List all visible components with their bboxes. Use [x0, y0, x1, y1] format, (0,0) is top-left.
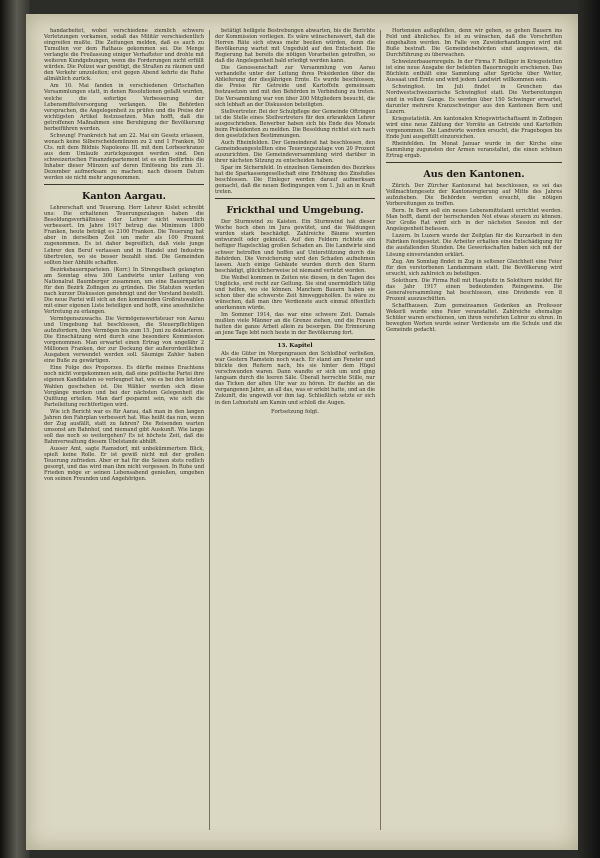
section-rule — [44, 184, 204, 185]
section-rule — [215, 339, 375, 340]
article-paragraph: Im Sommer 1914, das war eine schwere Zeit. Damals mußten viele Männer an die Grenze ziehen, und die Frauen hatten die ganze Arbeit allein zu besorgen. Die Erinnerung an jene Tage lebt noch heute in der Bevölkerung fort. — [215, 311, 375, 337]
article-paragraph: Schwung! Frankreich hat am 22. Mai ein Gesetz erlassen, wonach keine Silberscheidemünzen zu 2 und 1 Franken, 50 Cts. mit dem Bildnis Napoleons III. mit dem Lorbeerkranze aus dem Umlaufe zurückgezogen werden sind. Den schweizerischen Finanzdepartement ist es ein Bedürfnis die Inhaber dieser Münzen auf deren Einlösung bis zum 31. Dezember aufmerksam zu machen; nach diesem Datum werden sie nicht mehr angenommen. — [44, 132, 204, 182]
section-rule — [215, 198, 375, 199]
continuation-note: Fortsetzung folgt. — [271, 408, 319, 415]
section-heading-frickthal: Frickthal und Umgebung. — [226, 205, 364, 217]
article-paragraph: Hortensien außupfellen, denn wir gehen, so gehen Bauern ins Feld und ähnliches. Es ist zu wünschen, daß die Vorschriften eingehalten werden. Im Falle von Zuwiderhandlungen wird mit Buße bestraft. Die Gemeindebehörden sind angewiesen, die Durchführung zu überwachen. — [386, 28, 562, 59]
chapter-heading: 13. Kapitel — [277, 343, 313, 350]
newspaper-page — [26, 14, 578, 850]
column-middle — [215, 28, 375, 415]
article-paragraph: Die Weibel kommen in Zeiten wie diesen, in den Tagen des Unglücks, erst recht zur Geltung. Sie sind unermüdlich tätig und helfen, wo sie können. Manchem Bauern haben sie schon über die schwerste Zeit hinweggeholfen. Es wäre zu wünschen, daß man ihre Verdienste auch einmal öffentlich anerkennen würde. — [215, 274, 375, 311]
article-paragraph: handarbeitet, wobei verschiedene ziemlich schwere Verletzungen vorkamen, sodaß das Militär verschiedentlich eingreifen mußte. Die Zeitungen melden, daß es auch zu Tumulten vor dem Rathaus gekommen sei. Die Menge verlangte die Freilassung einiger Verhafteter und drohte mit weiteren Kundgebungen, wenn die Forderungen nicht erfüllt würden. Die Polizei war genötigt, die Straßen zu räumen und den Verkehr umzuleiten; erst gegen Abend kehrte die Ruhe allmählich zurück. — [44, 28, 204, 83]
article-paragraph: Stellvertreter. Bei der Schulpflege der Gemeinde Oftringen ist die Stelle eines Stellvertreters für den erkrankten Lehrer ausgeschrieben. Bewerber haben sich bis Ende des Monats beim Präsidenten zu melden. Die Besoldung richtet sich nach den gesetzlichen Bestimmungen. — [215, 108, 375, 139]
article-paragraph: Eine Folge des Proporzes. Es dürfte meines Erachtens noch nicht vorgekommen sein, daß eine politische Partei ihre eigenen Kandidaten so verleugnet hat, wie es bei den letzten Wahlen geschehen ist. Die Wähler werden sich diese Vorgänge merken und bei der nächsten Gelegenheit die Quittung erteilen. Man darf gespannt sein, wie sich die Parteileitung rechtfertigen wird. — [44, 365, 204, 408]
article-paragraph: Rheinfelden. Im Monat Januar wurde in der Kirche eine Sammlung zugunsten der Armen veranstaltet, die einen schönen Ertrag ergab. — [386, 140, 562, 159]
article-paragraph: Zürich. Der Zürcher Kantonsrat hat beschlossen, es sei das Vollmachtengesetz der Kantonsregierung auf Mitte des Jahres aufzuheben. Die Behörden werden ersucht, die nötigen Vorbereitungen zu treffen. — [386, 182, 562, 208]
article-paragraph: Am 10. Mai fanden in verschiedenen Ortschaften Versammlungen statt, in denen Resolutionen gefaßt wurden, welche die sofortige Verbesserung der Lebensmittelversorgung verlangen. Die Behörden versprachen, die Angelegenheit zu prüfen und die Preise der wichtigsten Artikel festzusetzen. Man hofft, daß die getroffenen Maßnahmen eine Beruhigung der Bevölkerung herbeiführen werden. — [44, 83, 204, 132]
column-left — [44, 28, 204, 483]
article-paragraph: Schweizerbauernregeln. In der Firma F. Bolliger in Kriegsstetten ist eine neue Ausgabe der beliebten Bauernregeln erschienen. Das Büchlein enthält eine Sammlung alter Sprüche über Wetter, Aussaat und Ernte und wird jedem Landwirt willkommen sein. — [386, 59, 562, 84]
article-paragraph: Kriegsstatistik. Am kantonalen Kriegswirtschaftsamt in Zofingen wird eine neue Zählung der Vorräte an Getreide und Kartoffeln vorgenommen. Die Landwirte werden ersucht, die Fragebogen bis Ende Juni ausgefüllt einzureichen. — [386, 115, 562, 140]
column-divider — [209, 30, 210, 830]
section-heading-aus-den-kantonen: Aus den Kantonen. — [423, 168, 525, 180]
story-paragraph: Als die Güter im Morgengrauen den Schloßhof verließen, war Gestern Ramstein noch wach. Er stand am Fenster und blickte den Reitern nach, bis sie hinter dem Hügel verschwunden waren. Dann wandte er sich um und ging langsam durch die leeren Säle. Überall herrschte Stille, nur das Ticken der alten Uhr war zu hören. Er dachte an die vergangenen Jahre, an all das, was er erlebt hatte, und an die Zukunft, die ungewiß vor ihm lag. Schließlich setzte er sich in den Lehnstuhl am Kamin und schloß die Augen. — [215, 351, 375, 406]
article-paragraph: Bezirksbauernparteien. (Korr.) In Strengelbach gelangten am Sonntag etwa 300 Landwirte unter Leitung von Nationalrat Baumberger zusammen, um eine Bauernpartei für den Bezirk Zofingen zu gründen. Die Statuten wurden nach kurzer Diskussion genehmigt und der Vorstand bestellt. Die neue Partei will sich an den kommenden Großratswahlen mit einer eigenen Liste beteiligen und hofft, eine ansehnliche Vertretung zu erlangen. — [44, 266, 204, 315]
column-right — [386, 28, 562, 334]
article-paragraph: Die Genossenschaft zur Versammlung von Aarau verhandelte unter der Leitung ihres Präsidenten über die Ablieferung der diesjährigen Ernte. Es wurde beschlossen, die Preise für Getreide und Kartoffeln gemeinsam festzusetzen und mit den Behörden in Verbindung zu treten. Die Versammlung war von über 200 Mitgliedern besucht, die sich lebhaft an der Diskussion beteiligten. — [215, 65, 375, 108]
article-paragraph: Schaffhausen. Zum gemeinsamen Gedenken an Professor Wekerli wurde eine Feier veranstaltet. Zahlreiche ehemalige Schüler waren erschienen, um ihren verehrten Lehrer zu ehren. In bewegten Worten wurde seiner Verdienste um die Schule und die Gemeinde gedacht. — [386, 302, 562, 334]
article-paragraph: Solothurn. Die Firma Roll mit Hauptsitz in Solothurn meldet für das Jahr 1917 einen bedeutenden Reingewinn. Die Generalversammlung hat beschlossen, eine Dividende von 8 Prozent auszuschütten. — [386, 277, 562, 302]
article-paragraph: Wie ich Bericht war es für Aarau, daß man in den langen Jahren den Fahrplan verbessert hat. Was heißt das nun, wenn der Zug ausfällt, statt zu fahren? Die Reisenden warten umsonst am Bahnhof, und niemand gibt Auskunft. Wie lange soll das noch so weitergehen? Es ist höchste Zeit, daß die Bahnverwaltung diesem Übelstande abhilft. — [44, 408, 204, 445]
book-binding-edge — [0, 0, 28, 858]
article-paragraph: Auch Rheinfelden. Der Gemeinderat hat beschlossen, den Gemeindeangestellten eine Teuerungszulage von 20 Prozent auszurichten. Die Gemeindeversammlung wird darüber in ihrer nächsten Sitzung zu entscheiden haben. — [215, 139, 375, 164]
section-heading-kanton-aargau: Kanton Aargau. — [82, 191, 166, 203]
article-paragraph: Spar im Sichernfeld. In einzelnen Gemeinden des Bezirkes hat die Sparkassengesellschaft eine Erhöhung des Zinsfußes beschlossen. Die Einleger werden darauf aufmerksam gemacht, daß die neuen Bedingungen vom 1. Juli an in Kraft treten. — [215, 165, 375, 196]
article-paragraph: betätigt heiligste Bestrebungen abwarten, bis die Berichte der Kommission vorliegen. Es wäre wünschenswert, daß die Herren Räte sich etwas mehr beeilen würden, denn die Bevölkerung wartet mit Ungeduld auf den Entscheid. Die Regierung hat bereits die nötigen Vorarbeiten getroffen, so daß die Angelegenheit bald erledigt werden kann. — [215, 28, 375, 65]
article-paragraph: Luzern. In Luzern wurde der Zeitplan für die Kurzarbeit in den Fabriken festgesetzt. Die Arbeiter erhalten eine Entschädigung für die ausfallenden Stunden. Die Gewerkschaften haben sich mit der Lösung einverstanden erklärt. — [386, 233, 562, 258]
article-paragraph: Vermögenszuwachs. Die Vermögenswertsteuer von Aarau und Umgebung hat beschlossen, die Steuerpflichtigen aufzufordern, ihre Vermögen bis zum 15. Juni zu deklarieren. Die Einschätzung wird durch eine besondere Kommission vorgenommen. Man erwartet einen Ertrag von ungefähr 2 Millionen Franken, der zur Deckung der außerordentlichen Ausgaben verwendet werden soll. Säumige Zahler haben eine Buße zu gewärtigen. — [44, 316, 204, 365]
article-paragraph: Schwingfest. Im Juli findet in Grenchen das Nordwestschweizerische Schwingfest statt. Die Vorbereitungen sind in vollem Gange. Es werden über 150 Schwinger erwartet, darunter mehrere Kranzschwinger aus den Kantonen Bern und Luzern. — [386, 84, 562, 115]
article-paragraph: Ausser Amt, sagte Ramsdorf, mit unbekümmertem Blick, spielt keine Rolle. Er ist gewiß nicht mit der großen Teuerung zufrieden. Aber er hat für die Seinen stets redlich gesorgt, und das wird man ihm nicht vergessen. In Ruhe und Frieden möge er seinen Lebensabend genießen, umgeben von seinen Freunden und Angehörigen. — [44, 446, 204, 483]
article-paragraph: Der Sturmwind zu Kaisten. Ein Sturmwind hat dieser Woche hoch oben im Jura gewütet, und die Waldungen wurden stark beschädigt. Zahlreiche Bäume wurden entwurzelt oder geknickt. Auf den Feldern richtete ein heftiger Hagelschlag großen Schaden an. Die Landwirte sind schwer betroffen und hoffen auf Unterstützung durch die Behörden. Die Versicherung wird den Schaden aufnehmen lassen. Auch einige Gebäude wurden durch den Sturm beschädigt, glücklicherweise ist niemand verletzt worden. — [215, 219, 375, 274]
column-divider — [380, 30, 381, 830]
page-edge-shadow — [578, 0, 600, 858]
section-rule — [386, 162, 562, 163]
article-paragraph: Lehrerschaft und Teuerung. Herr Lehrer Kislet schreibt uns: Die erhaltenen Teuerungszulagen haben die Besoldungsverhältnisse der Lehrer nicht wesentlich verbessert. Im Jahre 1917 betrug das Minimum 1800 Franken, heute beträgt es 2100 Franken. Die Teuerung hat aber in derselben Zeit um mehr als 100 Prozent zugenommen. Es ist daher begreiflich, daß viele junge Lehrer den Beruf verlassen und in Handel und Industrie übertreten, wo sie besser bezahlt sind. Die Gemeinden sollten hier Abhilfe schaffen. — [44, 205, 204, 266]
article-paragraph: Zug. Am Sonntag findet in Zug in seltener Gleichheit eine Feier für den verstorbenen Landammann statt. Die Bevölkerung wird ersucht, sich zahlreich zu beteiligen. — [386, 258, 562, 277]
article-paragraph: Bern. In Bern soll ein neues Lebensmittelamt errichtet werden. Man hofft, damit der herrschenden Not etwas steuern zu können. Der Große Rat wird sich in der nächsten Session mit der Angelegenheit befassen. — [386, 208, 562, 233]
